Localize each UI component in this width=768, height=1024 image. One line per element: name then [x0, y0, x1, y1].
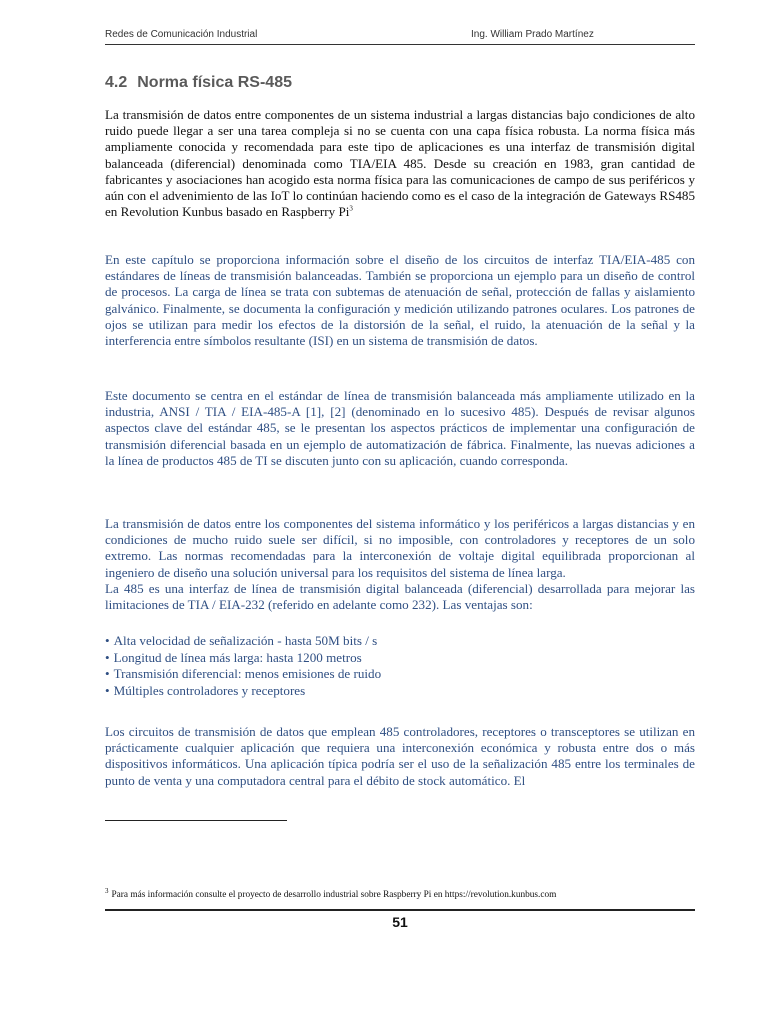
- header-author: Ing. William Prado Martínez: [471, 29, 594, 40]
- bullet-icon: •: [105, 682, 110, 698]
- footnote: [105, 887, 695, 900]
- paragraph-intro-text: La transmisión de datos entre componentes de un sistema industrial a largas distancias bajo condiciones de alto ruido puede llegar a ser una tarea compleja si no se cuenta con una capa física robusta. La norma física más ampliamente conocida y recomendada para este tipo de aplicaciones es una interfaz de transmisión digital balanceada (diferencial) denominada como TIA/EIA 485. Desde su creación en 1983, gran cantidad de fabricantes y asociaciones han acogido esta norma física para las comunicaciones de campo de sus periféricos y aún con el advenimiento de las IoT lo continúan haciendo como es el caso de la integración de Gateways RS485 en Revolution Kunbus basado en Raspberry Pi: [105, 107, 695, 220]
- footer-divider: [105, 909, 695, 911]
- header-course-title: Redes de Comunicación Industrial: [105, 29, 258, 40]
- list-item-text: Longitud de línea más larga: hasta 1200 metros: [113, 649, 362, 665]
- footnote-reference[interactable]: 3: [349, 204, 353, 213]
- section-heading: [105, 74, 292, 92]
- page-number: 51: [392, 914, 408, 930]
- list-item: [105, 650, 695, 667]
- advantages-list: [105, 633, 695, 699]
- paragraph-applications: [105, 724, 695, 789]
- paragraph-transmission: [105, 516, 695, 613]
- paragraph-applications-text: Los circuitos de transmisión de datos que emplean 485 controladores, receptores o transceptores se utilizan en prácticamente cualquier aplicación que requiera una interconexión económica y robusta entre dos o más dispositivos informáticos. Una aplicación típica podría ser el uso de la señalización 485 entre los terminales de punto de venta y una computadora central para el débito de stock automático. El: [105, 724, 695, 788]
- paragraph-standard-focus-text: Este documento se centra en el estándar de línea de transmisión balanceada más ampliamente utilizado en la industria, ANSI / TIA / EIA-485-A [1], [2] (denominado en lo sucesivo 485). Después de revisar algunos aspectos clave del estándar 485, se le presentan los aspectos prácticos de implementar una configuración de transmisión diferencial basada en un ejemplo de automatización de fábrica. Finalmente, las nuevas adiciones a la línea de productos 485 de TI se discuten junto con su aplicación, cuando corresponda.: [105, 388, 695, 468]
- running-header: [105, 29, 695, 45]
- paragraph-transmission-text: La transmisión de datos entre los componentes del sistema informático y los periféricos a largas distancias y en condiciones de mucho ruido suele ser difícil, si no imposible, con controladores y receptores de un solo extremo. Las normas recomendadas para la interconexión de voltaje digital equilibrada proporcionan al ingeniero de diseño una solución universal para los requisitos del sistema de línea larga.: [105, 516, 695, 580]
- list-item: [105, 633, 695, 650]
- section-title: Norma física RS-485: [137, 74, 292, 91]
- paragraph-standard-focus: [105, 388, 695, 469]
- list-item-text: Alta velocidad de señalización - hasta 50M bits / s: [113, 633, 378, 648]
- footnote-divider: [105, 820, 287, 821]
- bullet-icon: •: [105, 666, 110, 681]
- list-item-text: Transmisión diferencial: menos emisiones de ruido: [113, 666, 382, 681]
- bullet-icon: •: [105, 633, 110, 648]
- footnote-text[interactable]: Para más información consulte el proyecto de desarrollo industrial sobre Raspberry Pi en https://revolution.kunbus.com: [111, 890, 557, 901]
- paragraph-advantages-intro: La 485 es una interfaz de línea de transmisión digital balanceada (diferencial) desarrollada para mejorar las limitaciones de TIA / EIA-232 (referido en adelante como 232). Las ventajas son:: [105, 580, 695, 613]
- paragraph-chapter-overview: [105, 252, 695, 349]
- paragraph-intro: [105, 107, 695, 220]
- footnote-mark: 3: [105, 887, 109, 895]
- header-divider: [105, 44, 695, 45]
- bullet-icon: •: [105, 649, 110, 665]
- paragraph-chapter-overview-text: En este capítulo se proporciona información sobre el diseño de los circuitos de interfaz TIA/EIA-485 con estándares de líneas de transmisión balanceadas. También se proporciona un ejemplo para un diseño de control de procesos. La carga de línea se trata con subtemas de atenuación de señal, protección de fallas y aislamiento galvánico. Finalmente, se documenta la configuración y medición utilizando patrones oculares. Los patrones de ojos se utilizan para medir los efectos de la distorsión de la señal, el ruido, la atenuación de la señal y la interferencia entre símbolos resultante (ISI) en un sistema de transmisión de datos.: [105, 252, 695, 349]
- list-item: [105, 683, 695, 700]
- list-item-text: Múltiples controladores y receptores: [113, 682, 306, 698]
- list-item: [105, 666, 695, 683]
- section-number: 4.2: [105, 74, 128, 91]
